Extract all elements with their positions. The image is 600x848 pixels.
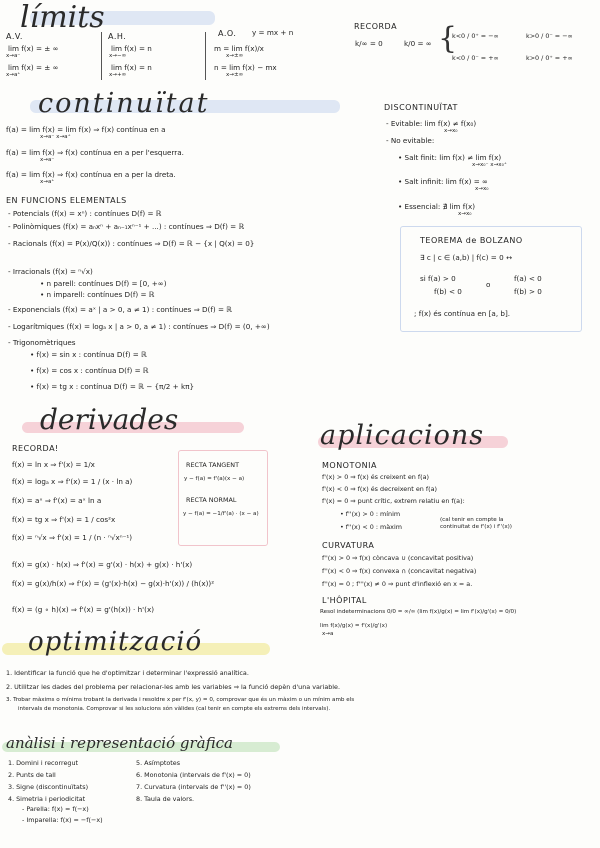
discontinuity-finite-jump: • Salt finit: lim f(x) ≠ lim f(x): [398, 153, 502, 162]
discontinuity-infinite-jump-sub: x→x₀: [475, 186, 489, 192]
section-title-derivades: derivades: [40, 403, 179, 436]
divider-av-ah: [101, 32, 102, 80]
analysis-step-7: 7. Curvatura (intervals de f''(x) = 0): [136, 783, 251, 791]
continuity-two-sided: f(a) = lim f(x) = lim f(x) ⇒ f(x) contínua en a: [6, 125, 166, 134]
derivative-exp: f(x) = aˣ ⇒ f'(x) = aˣ ln a: [12, 496, 102, 505]
section-title-aplicacions: aplicacions: [320, 420, 485, 451]
ao-label: A.O.: [218, 29, 237, 38]
curvatura-inflection: f''(x) = 0 ; f'''(x) ≠ 0 ⇒ punt d'inflexió en x = a.: [322, 580, 473, 588]
logarithmic-functions: - Logarítmiques (f(x) = logₐ x | a > 0, a ≠ 1) : contínues ⇒ D(f) = (0, +∞): [8, 322, 270, 331]
hopital-rule: Resol indeterminacions 0/0 = ∞/∞ (lim f(x)/g(x) = lim f'(x)/g'(x) = 0/0): [320, 609, 517, 615]
continuity-right: f(a) = lim f(x) ⇒ f(x) contínua en a per la dreta.: [6, 170, 176, 179]
derivative-ln: f(x) = ln x ⇒ f'(x) = 1/x: [12, 460, 95, 469]
ah-label: A.H.: [108, 32, 127, 41]
monotonia-increasing: f'(x) > 0 ⇒ f(x) és creixent en f(a): [322, 473, 429, 481]
optimization-step-1: 1. Identificar la funció que he d'optimitzar i determinar l'expressió analítica.: [6, 669, 249, 677]
ah-limit-neg: lim f(x) = n: [111, 44, 152, 53]
derivative-product: f(x) = g(x) · h(x) ⇒ f'(x) = g'(x) · h(x) + g(x) · h'(x): [12, 560, 193, 569]
analysis-step-5: 5. Asímptotes: [136, 759, 181, 767]
monotonia-decreasing: f'(x) < 0 ⇒ f(x) és decreixent en f(a): [322, 485, 437, 493]
monotonia-title: MONOTONIA: [322, 461, 377, 470]
bolzano-condition-1b: f(b) < 0: [434, 287, 462, 296]
analysis-step-2: 2. Punts de tall: [8, 771, 56, 779]
analysis-even: - Parella: f(x) = f(−x): [22, 805, 89, 813]
ah-limit-pos: lim f(x) = n: [111, 63, 152, 72]
continuity-left-sub: x→a⁻: [40, 157, 55, 163]
derivative-log: f(x) = logₐ x ⇒ f'(x) = 1 / (x · ln a): [12, 477, 133, 486]
discontinuity-finite-jump-sub: x→x₀⁻ x→x₀⁺: [472, 162, 507, 168]
continuity-right-sub: x→a⁺: [40, 179, 55, 185]
normal-line-equation: y − f(a) = −1/f'(a) · (x − a): [183, 511, 259, 517]
discontinuity-not-avoidable: - No evitable:: [386, 136, 435, 145]
hopital-title: L'HÔPITAL: [322, 596, 367, 605]
ah-limit-pos-sub: x→+∞: [109, 72, 127, 78]
bolzano-statement: ∃ c | c ∈ (a,b) | f(c) = 0 ↔: [420, 253, 512, 262]
av-limit-right: lim f(x) = ± ∞: [8, 63, 59, 72]
discontinuity-avoidable-sub: x→x₀: [444, 128, 458, 134]
exponential-functions: - Exponencials (f(x) = aˣ | a > 0, a ≠ 1) : contínues ⇒ D(f) = ℝ: [8, 305, 232, 314]
ao-equation: y = mx + n: [252, 28, 294, 37]
derivative-tg: f(x) = tg x ⇒ f'(x) = 1 / cos²x: [12, 515, 116, 524]
continuity-two-sided-sub: x→a⁻ x→a⁺: [40, 134, 71, 140]
discontinuity-avoidable: - Evitable: lim f(x) ≠ f(x₀): [386, 119, 477, 128]
discontinuity-essential-sub: x→x₀: [458, 211, 472, 217]
ao-slope: m = lim f(x)/x: [214, 44, 264, 53]
brace-icon: {: [438, 21, 458, 56]
bolzano-or: o: [486, 280, 491, 289]
analysis-step-8: 8. Taula de valors.: [136, 795, 195, 803]
av-limit-left-sub: x→a⁻: [6, 53, 21, 59]
analysis-step-1: 1. Domini i recorregut: [8, 759, 79, 767]
optimization-step-3: 3. Trobar màxims o mínims trobant la derivada i resoldre x per f'(x, y) = 0, comprovar que és un màxim o un mínim amb els: [6, 697, 355, 703]
av-label: A.V.: [6, 32, 23, 41]
monotonia-note: (cal tenir en compte la continuïtat de f'(x) i f''(x)): [440, 517, 512, 530]
rule-neg-over-zero-minus: k<0 / 0⁻ = +∞: [452, 54, 499, 62]
limits-recorda: RECORDA: [354, 22, 398, 31]
irrational-odd: • n imparell: contínues D(f) = ℝ: [40, 290, 155, 299]
tangent-line-equation: y − f(a) = f'(a)(x − a): [184, 476, 245, 482]
rule-pos-over-zero-plus: k>0 / 0⁺ = +∞: [526, 54, 573, 62]
irrational-functions: - Irracionals (f(x) = ⁿ√x): [8, 267, 93, 276]
hopital-formula: lim f(x)/g(x) = f'(x)/g'(x): [320, 623, 388, 629]
section-title-limits: límits: [20, 0, 105, 35]
continuity-left: f(a) = lim f(x) ⇒ f(x) contínua en a per l'esquerra.: [6, 148, 184, 157]
monotonia-minimum: • f''(x) > 0 : mínim: [340, 510, 401, 518]
section-title-continuitat: continuïtat: [38, 88, 210, 119]
bolzano-title: TEOREMA de BOLZANO: [420, 236, 523, 245]
analysis-odd: - Imparella: f(x) = −f(−x): [22, 816, 103, 824]
analysis-step-6: 6. Monotonia (intervals de f'(x) = 0): [136, 771, 251, 779]
trigonometric-functions: - Trigonomètriques: [8, 338, 76, 347]
derivatives-recorda: RECORDA!: [12, 444, 59, 453]
irrational-even: • n parell: contínues D(f) = [0, +∞): [40, 279, 167, 288]
derivative-root: f(x) = ⁿ√x ⇒ f'(x) = 1 / (n · ⁿ√xⁿ⁻¹): [12, 533, 133, 542]
polynomial-functions: - Polinòmiques (f(x) = aₙxⁿ + aₙ₋₁xⁿ⁻¹ + ...) : contínues ⇒ D(f) = ℝ: [8, 222, 245, 231]
rule-k-over-zero: k/0 = ∞: [404, 39, 432, 48]
rule-neg-over-zero-plus: k<0 / 0⁺ = −∞: [452, 32, 499, 40]
section-title-optimitzacio: optimització: [28, 627, 203, 657]
bolzano-condition-1a: si f(a) > 0: [420, 274, 456, 283]
ao-slope-sub: x→±∞: [226, 53, 244, 59]
derivative-chain: f(x) = (g ∘ h)(x) ⇒ f'(x) = g'(h(x)) · h'(x): [12, 605, 155, 614]
av-limit-left: lim f(x) = ± ∞: [8, 44, 59, 53]
section-title-analisi: anàlisi i representació gràfica: [6, 734, 233, 752]
av-limit-right-sub: x→a⁺: [6, 72, 21, 78]
ao-intercept: n = lim f(x) − mx: [214, 63, 277, 72]
discontinuity-essential: • Essencial: ∄ lim f(x): [398, 202, 476, 211]
rational-functions: - Racionals (f(x) = P(x)/Q(x)) : contínues ⇒ D(f) = ℝ − {x | Q(x) = 0}: [8, 239, 255, 248]
discontinuity-title: DISCONTINUÏTAT: [384, 103, 458, 112]
curvatura-title: CURVATURA: [322, 541, 375, 550]
tangent-line-title: RECTA TANGENT: [186, 461, 239, 469]
curvatura-convex: f''(x) < 0 ⇒ f(x) convexa ∩ (concavitat negativa): [322, 567, 477, 575]
derivative-quotient: f(x) = g(x)/h(x) ⇒ f'(x) = (g'(x)·h(x) − g(x)·h'(x)) / (h(x))²: [12, 579, 215, 588]
curvatura-concave: f''(x) > 0 ⇒ f(x) còncava ∪ (concavitat positiva): [322, 554, 474, 562]
bolzano-condition-2a: f(a) < 0: [514, 274, 542, 283]
ah-limit-neg-sub: x→−∞: [109, 53, 127, 59]
monotonia-critical: f'(x) = 0 ⇒ punt crític, extrem relatiu en f(a):: [322, 497, 465, 505]
optimization-step-3-cont: intervals de monotonia. Comprovar si les solucions són vàlides (cal tenir en compte els extrems dels intervals).: [18, 706, 331, 712]
monotonia-maximum: • f''(x) < 0 : màxim: [340, 523, 402, 531]
normal-line-title: RECTA NORMAL: [186, 496, 237, 504]
trig-cos: • f(x) = cos x : contínua D(f) = ℝ: [30, 366, 149, 375]
analysis-step-3: 3. Signe (discontinuïtats): [8, 783, 89, 791]
hopital-formula-sub: x→a: [322, 631, 334, 637]
ao-intercept-sub: x→±∞: [226, 72, 244, 78]
bolzano-condition-2b: f(b) > 0: [514, 287, 542, 296]
trig-tg: • f(x) = tg x : contínua D(f) = ℝ − {π/2 + kπ}: [30, 382, 195, 391]
optimization-step-2: 2. Utilitzar les dades del problema per relacionar-les amb les variables ⇒ la funció depèn d'una variable.: [6, 683, 341, 691]
bolzano-continuity: ; f(x) és contínua en [a, b].: [414, 309, 511, 318]
rule-pos-over-zero-minus: k>0 / 0⁻ = −∞: [526, 32, 573, 40]
potential-functions: - Potencials (f(x) = xⁿ) : contínues D(f) = ℝ: [8, 209, 162, 218]
elementary-functions-header: EN FUNCIONS ELEMENTALS: [6, 196, 127, 205]
rule-k-over-infinity: k/∞ = 0: [355, 39, 383, 48]
divider-ah-ao: [205, 32, 206, 80]
discontinuity-infinite-jump: • Salt infinit: lim f(x) = ∞: [398, 177, 488, 186]
analysis-step-4: 4. Simetria i periodicitat: [8, 795, 86, 803]
trig-sin: • f(x) = sin x : contínua D(f) = ℝ: [30, 350, 147, 359]
